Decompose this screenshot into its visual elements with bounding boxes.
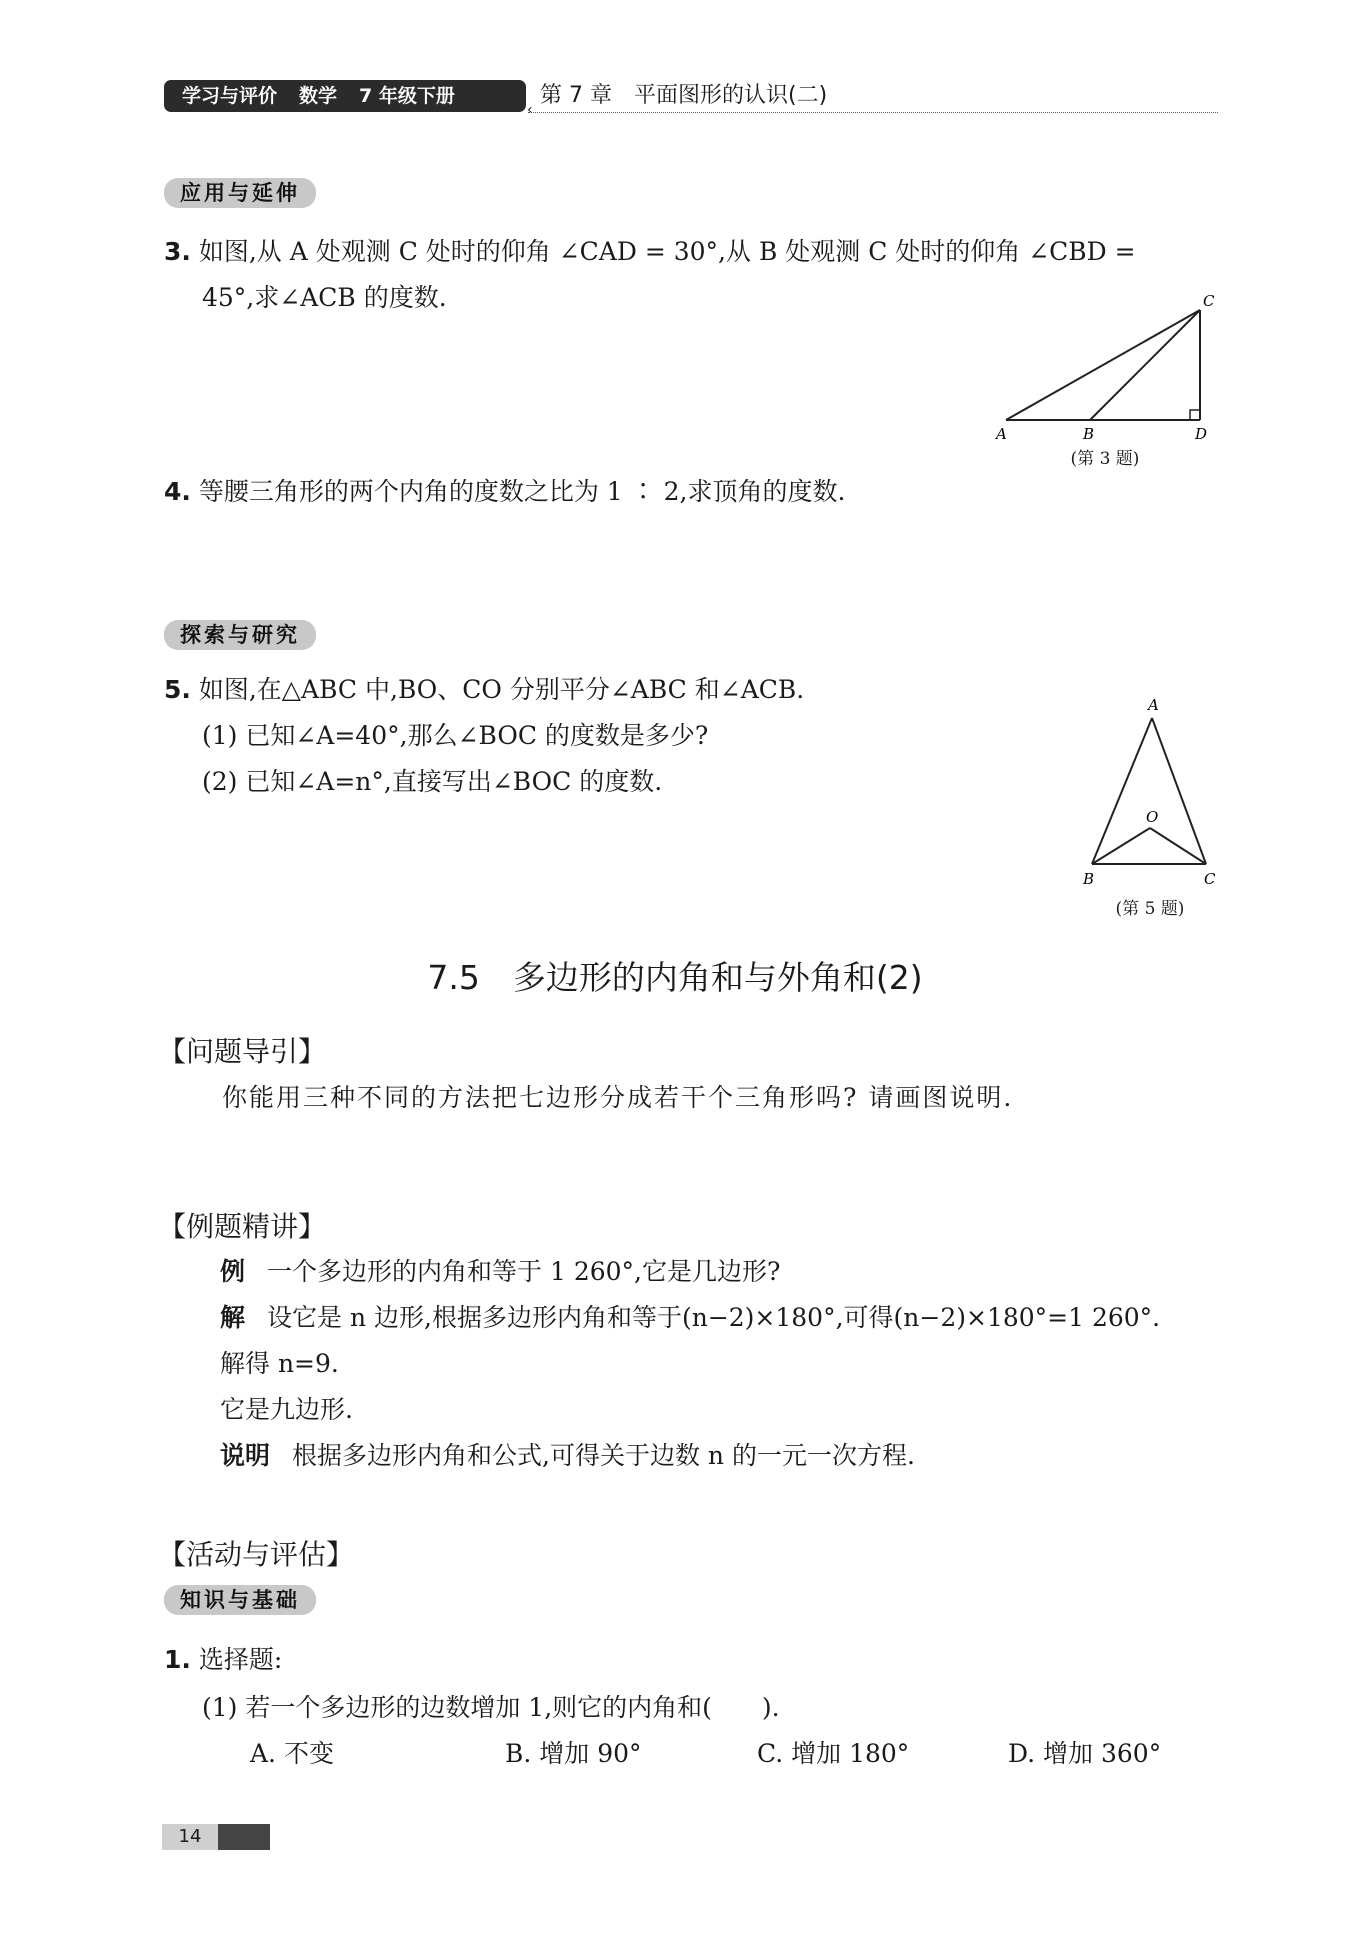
- line-AC: [1152, 718, 1206, 864]
- label-C: C: [1204, 870, 1216, 888]
- question-5-line1: 如图,在△ABC 中,BO、CO 分别平分∠ABC 和∠ACB.: [198, 675, 805, 704]
- guide-text: 你能用三种不同的方法把七边形分成若干个三角形吗? 请画图说明.: [222, 1083, 1014, 1112]
- right-angle-mark: [1190, 410, 1200, 420]
- header-arrow-icon: ‹: [527, 102, 533, 118]
- option-d: D. 增加 360°: [1008, 1739, 1162, 1768]
- question-5-sub2: (2) 已知∠A=n°,直接写出∠BOC 的度数.: [202, 767, 663, 796]
- header-book-tab: [164, 80, 526, 112]
- example-keyword: 例: [220, 1257, 246, 1286]
- label-A: A: [996, 425, 1007, 443]
- line-BO: [1092, 828, 1150, 864]
- figure-3-triangle: [990, 288, 1230, 448]
- label-A: A: [1148, 696, 1159, 714]
- solution-keyword: 解: [220, 1303, 246, 1332]
- header-tab-item: 数学: [299, 85, 338, 107]
- label-B: B: [1083, 425, 1095, 443]
- line-CO: [1150, 828, 1206, 864]
- line-BC: [1090, 310, 1200, 420]
- figure-5-triangle: [1070, 690, 1230, 890]
- question-number: 1.: [164, 1645, 191, 1674]
- option-a: A. 不变: [250, 1739, 334, 1768]
- solution-text: 设它是 n 边形,根据多边形内角和等于(n−2)×180°,可得(n−2)×180°=1 260°.: [267, 1303, 1161, 1332]
- example-line: [220, 1252, 780, 1292]
- question-3-line1: 如图,从 A 处观测 C 处时的仰角 ∠CAD = 30°,从 B 处观测 C 处时的仰角 ∠CBD =: [198, 237, 1136, 266]
- label-B: B: [1083, 870, 1095, 888]
- header-tab-item: 7 年级下册: [359, 85, 455, 107]
- question-5-sub1: (1) 已知∠A=40°,那么∠BOC 的度数是多少?: [202, 721, 709, 750]
- question-number: 4.: [164, 477, 191, 506]
- activity-title: 【活动与评估】: [158, 1538, 355, 1571]
- header-divider: [528, 112, 1218, 113]
- example-text: 一个多边形的内角和等于 1 260°,它是几边形?: [267, 1257, 781, 1286]
- option-c: C. 增加 180°: [757, 1739, 910, 1768]
- solution-line2: 解得 n=9.: [220, 1349, 339, 1378]
- question-3: [164, 232, 1136, 272]
- note-keyword: 说明: [220, 1441, 271, 1470]
- question-number: 5.: [164, 675, 191, 704]
- label-O: O: [1146, 808, 1159, 826]
- question-1: [164, 1640, 282, 1680]
- question-1-sub1: (1) 若一个多边形的边数增加 1,则它的内角和( ).: [202, 1693, 780, 1722]
- solution-line3: 它是九边形.: [220, 1395, 353, 1424]
- section-badge-explore: 探索与研究: [164, 620, 316, 650]
- section-badge-knowledge: 知识与基础: [164, 1585, 316, 1615]
- line-AC: [1006, 310, 1200, 420]
- figure-3-caption: (第 3 题): [1070, 449, 1140, 469]
- line-AB: [1092, 718, 1152, 864]
- example-title: 【例题精讲】: [158, 1210, 327, 1243]
- note-text: 根据多边形内角和公式,可得关于边数 n 的一元一次方程.: [292, 1441, 915, 1470]
- guide-title: 【问题导引】: [158, 1035, 327, 1068]
- solution-line: [220, 1298, 1160, 1338]
- page-number: 14: [162, 1824, 218, 1850]
- question-number: 3.: [164, 237, 191, 266]
- question-4-text: 等腰三角形的两个内角的度数之比为 1 ∶ 2,求顶角的度数.: [198, 477, 846, 506]
- header-tab-item: 学习与评价: [182, 85, 278, 107]
- label-C: C: [1203, 292, 1215, 310]
- question-4: [164, 472, 845, 512]
- section-badge-apply: 应用与延伸: [164, 178, 316, 208]
- question-5: [164, 670, 804, 710]
- header-chapter-title: 第 7 章 平面图形的认识(二): [540, 83, 828, 108]
- question-1-text: 选择题:: [198, 1645, 283, 1674]
- question-3-line2: 45°,求∠ACB 的度数.: [202, 283, 447, 312]
- lesson-title: 7.5 多边形的内角和与外角和(2): [427, 958, 923, 997]
- figure-5-caption: (第 5 题): [1115, 899, 1185, 919]
- option-b: B. 增加 90°: [505, 1739, 642, 1768]
- note-line: [220, 1436, 915, 1476]
- label-D: D: [1195, 425, 1208, 443]
